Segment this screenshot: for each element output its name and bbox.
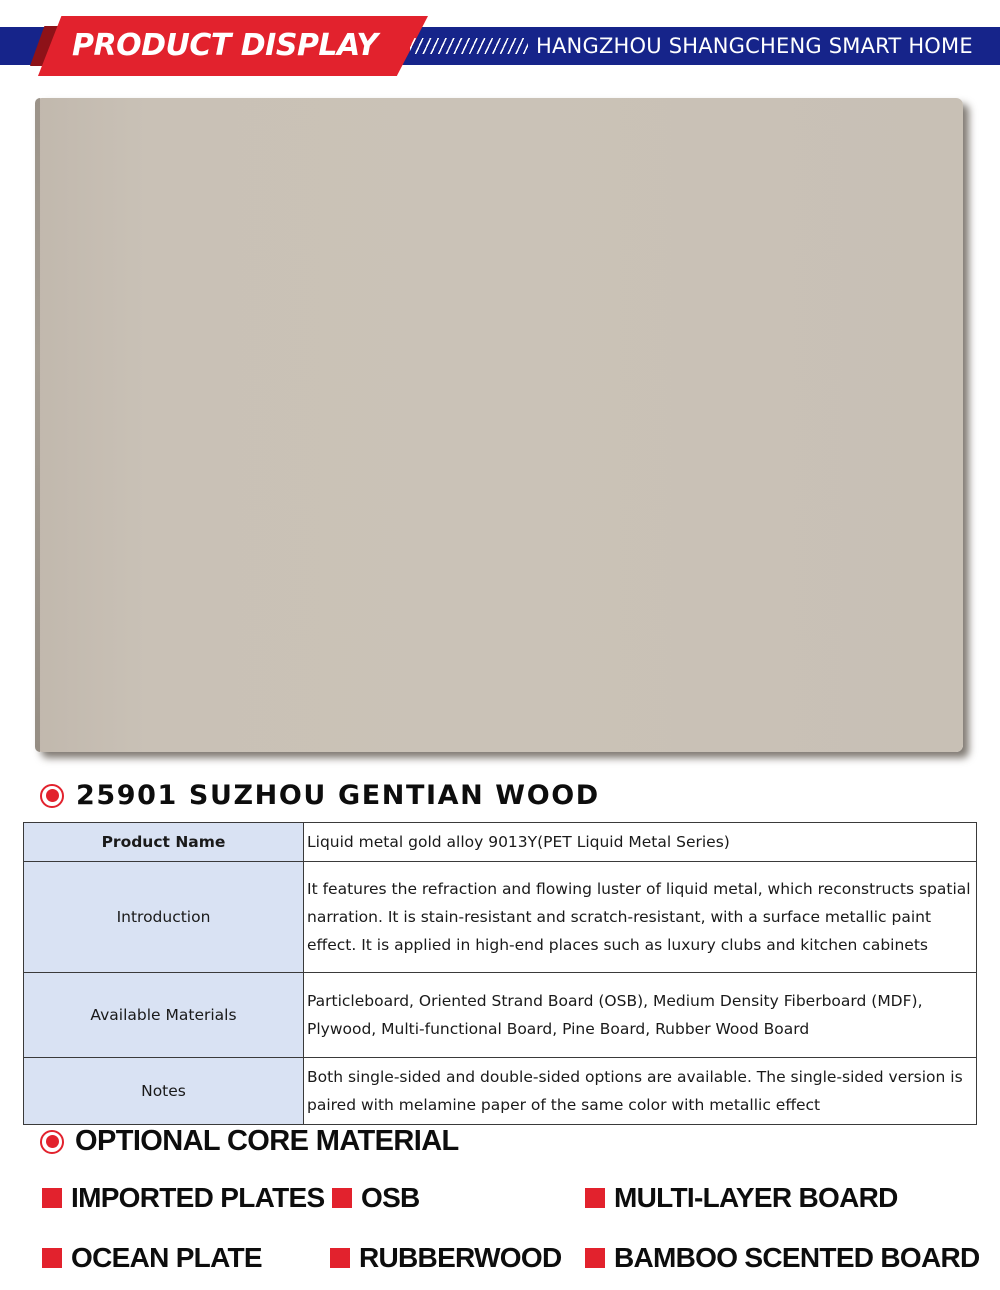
table-row xyxy=(24,862,977,973)
page-title: PRODUCT DISPLAY xyxy=(72,28,378,63)
red-square-bullet-icon xyxy=(330,1248,350,1268)
spec-label: Introduction xyxy=(24,862,304,973)
material-item xyxy=(585,1182,898,1214)
material-label: RUBBERWOOD xyxy=(359,1242,562,1273)
spec-value: Liquid metal gold alloy 9013Y(PET Liquid Metal Series) xyxy=(304,823,977,862)
spec-label: Available Materials xyxy=(24,973,304,1058)
product-title: 25901 SUZHOU GENTIAN WOOD xyxy=(76,780,600,811)
table-row xyxy=(24,973,977,1058)
red-square-bullet-icon xyxy=(585,1248,605,1268)
target-bullet-icon xyxy=(40,784,64,808)
product-image xyxy=(35,98,963,752)
target-bullet-icon xyxy=(40,1130,64,1154)
spec-value: Particleboard, Oriented Strand Board (OSB), Medium Density Fiberboard (MDF), Plywood, Multi-functional Board, Pine Board, Rubber Wood Board xyxy=(304,973,977,1058)
material-label: MULTI-LAYER BOARD xyxy=(614,1182,898,1213)
material-item xyxy=(42,1182,324,1214)
stripe-decoration-icon xyxy=(410,38,528,54)
material-label: BAMBOO SCENTED BOARD xyxy=(614,1242,980,1273)
red-square-bullet-icon xyxy=(42,1248,62,1268)
spec-label: Product Name xyxy=(24,823,304,862)
table-row xyxy=(24,823,977,862)
material-item xyxy=(332,1182,420,1214)
table-row xyxy=(24,1058,977,1125)
product-heading xyxy=(40,780,600,811)
spec-table xyxy=(23,822,977,1125)
core-material-heading xyxy=(40,1125,459,1158)
material-item xyxy=(330,1242,561,1274)
red-square-bullet-icon xyxy=(585,1188,605,1208)
core-material-title: OPTIONAL CORE MATERIAL xyxy=(75,1125,459,1157)
header-banner xyxy=(0,0,1000,80)
material-label: OCEAN PLATE xyxy=(71,1242,262,1273)
material-label: IMPORTED PLATES xyxy=(71,1182,325,1213)
material-item xyxy=(42,1242,262,1274)
material-label: OSB xyxy=(361,1182,420,1213)
red-square-bullet-icon xyxy=(42,1188,62,1208)
spec-value: It features the refraction and flowing luster of liquid metal, which reconstructs spatial narration. It is stain-resistant and scratch-resistant, with a surface metallic paint effect. It is applied in high-end places such as luxury clubs and kitchen cabinets xyxy=(304,862,977,973)
material-item xyxy=(585,1242,980,1274)
spec-label: Notes xyxy=(24,1058,304,1125)
red-square-bullet-icon xyxy=(332,1188,352,1208)
spec-value: Both single-sided and double-sided options are available. The single-sided version is paired with melamine paper of the same color with metallic effect xyxy=(304,1058,977,1125)
company-name: HANGZHOU SHANGCHENG SMART HOME xyxy=(536,34,973,58)
